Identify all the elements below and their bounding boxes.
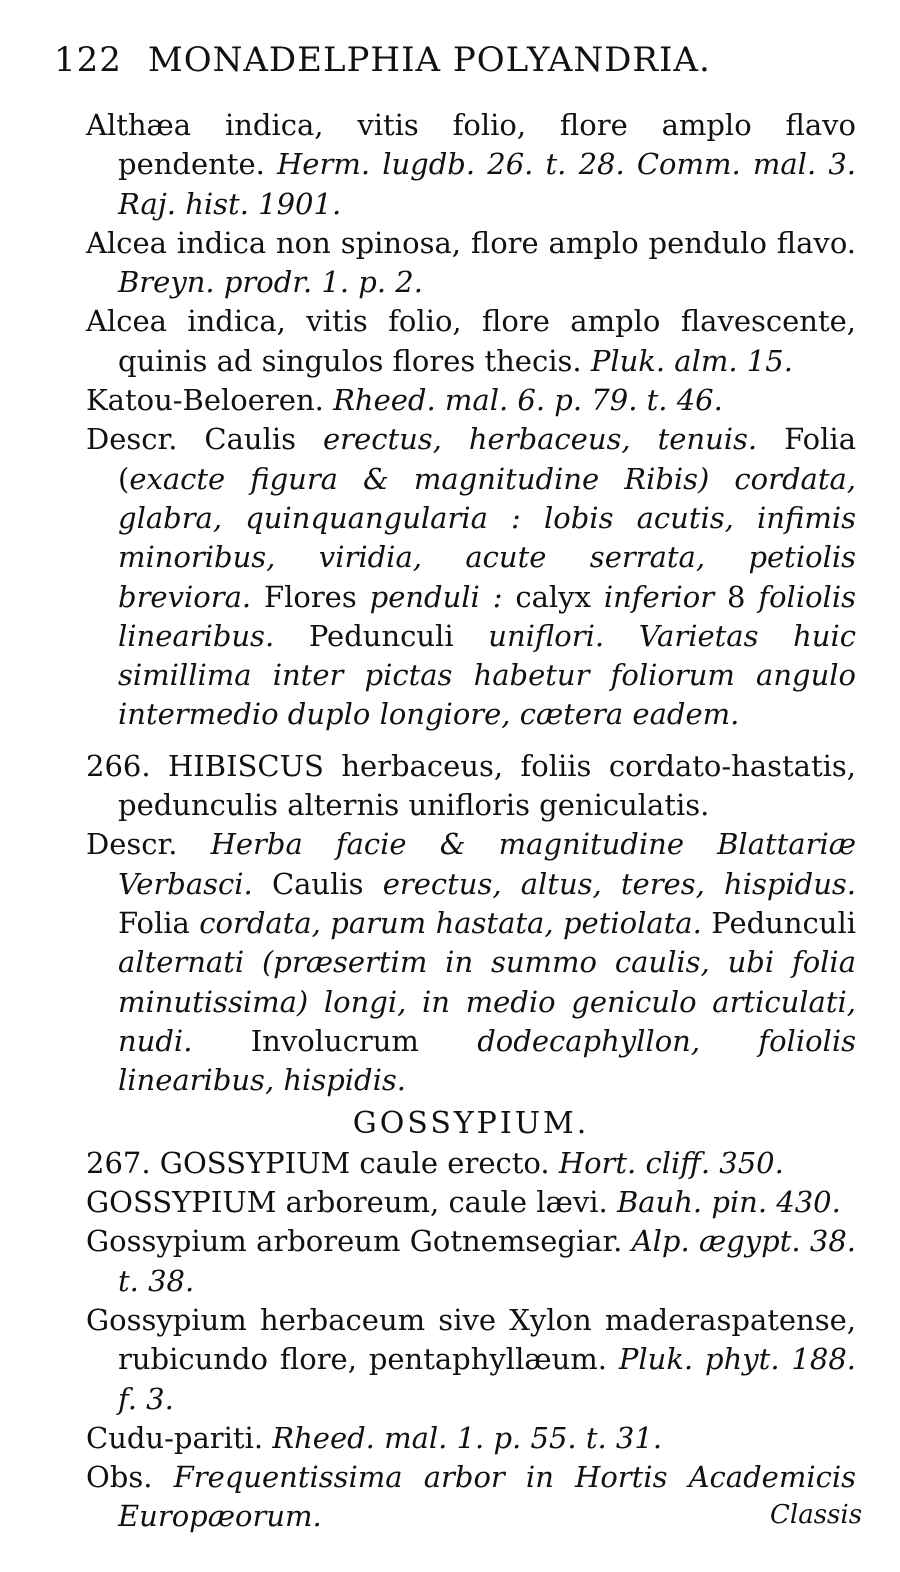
synonym-name: Alcea indica, vitis folio, flore amplo flavescente, quinis ad singulos flores thecis. xyxy=(86,304,856,378)
running-title: MONADELPHIA POLYANDRIA. xyxy=(147,40,711,80)
species-number: 266. xyxy=(86,748,151,783)
synonym-entry xyxy=(86,302,856,381)
species-entry-266 xyxy=(50,747,856,826)
synonym-entry xyxy=(86,1222,856,1301)
species-diagnosis: herbaceus, foliis cordato-hastatis, pedunculis alternis unifloris geniculatis. xyxy=(118,748,856,823)
species-diagnosis: caule erecto. xyxy=(350,1145,550,1180)
synonym-reference: Pluk. alm. 15. xyxy=(590,343,793,378)
synonym-reference: Rheed. mal. 1. p. 55. t. 31. xyxy=(272,1420,663,1455)
synonym-entry xyxy=(86,1301,856,1419)
description-paragraph: Descr. Herba facie & magnitudine Blattariæ Verbasci. Caulis erectus, altus, teres, hispidus. Folia cordata, parum hastata, petiolata. Pedunculi alternati (præsertim in summo caulis, ubi folia minutissima) longi, in medio geniculo articulati, nudi. Involucrum dodecaphyllon, foliolis linearibus, hispidis. xyxy=(86,827,857,1098)
synonym-reference: Bauh. pin. 430. xyxy=(616,1185,841,1220)
species-name: GOSSYPIUM xyxy=(159,1145,351,1180)
page-body xyxy=(86,106,856,1537)
species-entry-267 xyxy=(50,1144,856,1183)
synonym-name: Alcea indica non spinosa, flore amplo pendulo flavo. xyxy=(86,225,856,260)
observation-text: Frequentissima arbor in Hortis Academicis Europæorum. xyxy=(118,1460,856,1534)
synonym-reference: Alp. ægypt. 38. t. 38. xyxy=(118,1224,856,1298)
observation-label: Obs. xyxy=(86,1460,153,1495)
running-header xyxy=(54,40,854,80)
synonym-name: Althæa indica, vitis folio, flore amplo flavo pendente. xyxy=(86,108,856,182)
synonym-entry xyxy=(86,224,856,303)
synonym-reference: Breyn. prodr. 1. p. 2. xyxy=(118,265,423,300)
synonym-entry xyxy=(86,381,856,420)
synonym-reference: Herm. lugdb. 26. t. 28. Comm. mal. 3. Raj. hist. 1901. xyxy=(118,147,856,221)
synonym-entry xyxy=(86,106,856,224)
genus-heading: GOSSYPIUM. xyxy=(352,1106,590,1142)
synonym-reference: Pluk. phyt. 188. f. 3. xyxy=(118,1342,856,1416)
synonym-name: Cudu-pariti. xyxy=(86,1420,264,1455)
synonym-name: Gossypium arboreum Gotnemsegiar. xyxy=(86,1224,623,1259)
synonym-entry xyxy=(86,1183,856,1222)
synonym-name: GOSSYPIUM arboreum, caule lævi. xyxy=(86,1185,608,1220)
species-number: 267. xyxy=(86,1145,151,1180)
species-name: HIBISCUS xyxy=(168,748,324,783)
catchword: Classis xyxy=(770,1500,863,1530)
synonym-entry xyxy=(86,1419,856,1458)
synonym-name: Katou-Beloeren. xyxy=(86,383,324,418)
synonym-name: Gossypium herbaceum sive Xylon maderaspatense, rubicundo flore, pentaphyllæum. xyxy=(86,1302,856,1377)
description-paragraph: Descr. Caulis erectus, herbaceus, tenuis. Folia (exacte figura & magnitudine Ribis) cordata, glabra, quinquangularia : lobis acutis, infimis minoribus, viridia, acute serrata, petiolis breviora. Flores penduli : calyx inferior 8 foliolis linearibus. Pedunculi uniflori. Varietas huic simillima inter pictas habetur foliorum angulo intermedio duplo longiore, cætera eadem. xyxy=(86,422,857,732)
synonym-reference: Rheed. mal. 6. p. 79. t. 46. xyxy=(333,383,723,418)
observation-entry xyxy=(86,1458,856,1537)
species-reference: Hort. cliff. 350. xyxy=(558,1145,784,1180)
page-number: 122 xyxy=(54,40,122,80)
